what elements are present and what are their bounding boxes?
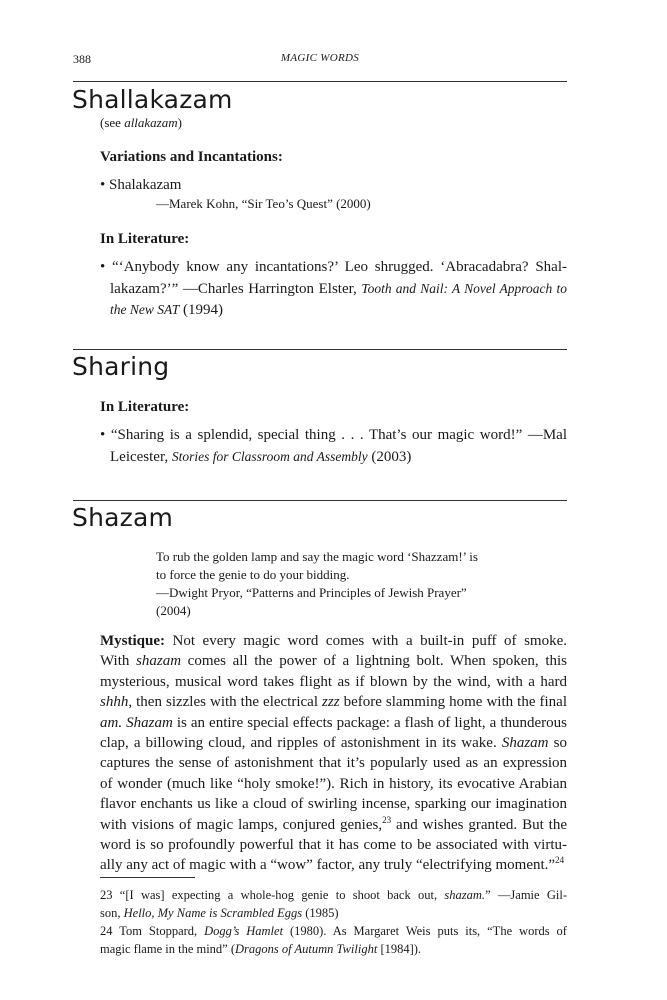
text-run: magic flame in the mind” ( — [100, 942, 236, 956]
italic-text: Shazam — [501, 734, 549, 751]
paragraph-line — [100, 753, 567, 773]
page-number: 388 — [73, 52, 91, 66]
mystique-label: Mystique: — [100, 633, 165, 649]
see-prefix: (see — [100, 115, 125, 130]
epigraph-line: (2004) — [156, 603, 191, 618]
section-rule — [73, 349, 567, 350]
section-rule — [73, 500, 567, 501]
literature-quote — [100, 425, 567, 467]
variation-item: • Shalakazam — [100, 177, 182, 193]
text-run: (1980). As Margaret Weis puts its, “The words of — [283, 924, 567, 938]
quote-text: lakazam?’” —Charles Harrington Elster, — [110, 281, 362, 297]
mystique-paragraph — [100, 631, 567, 876]
paragraph-line — [100, 733, 567, 753]
epigraph-line: to force the genie to do your bidding. — [156, 567, 350, 582]
paragraph-line — [100, 672, 567, 692]
text-run: 23 “[I was] expecting a whole-hog genie to shoot back out, — [100, 888, 445, 902]
book-title: the New SAT — [110, 302, 180, 317]
literature-label: In Literature: — [100, 399, 190, 415]
year: (1994) — [179, 302, 223, 318]
footnote-line — [100, 940, 567, 958]
author: Leicester, — [110, 449, 172, 465]
entry-headword-shallakazam: Shallakazam — [72, 85, 233, 114]
text-run: so — [548, 734, 567, 751]
paragraph-line — [100, 651, 567, 671]
paragraph-line — [100, 692, 567, 712]
text-run: of wonder (much like “holy smoke!”). Rich in history, its evocative Arabian — [100, 775, 567, 792]
section-rule — [73, 81, 567, 82]
entry-headword-sharing: Sharing — [72, 352, 170, 381]
italic-text: am. — [100, 714, 123, 731]
running-title: MAGIC WORDS — [280, 52, 360, 64]
epigraph — [156, 548, 496, 620]
quote-line — [100, 299, 567, 320]
quote-line — [100, 446, 567, 467]
text-run: clap, a billowing cloud, and ripples of astonishment in its wake. — [100, 734, 502, 751]
text-run: son, — [100, 906, 124, 920]
quote-line: • “‘Anybody know any incantations?’ Leo shrugged. ‘Abracadabra? Shal- — [100, 259, 567, 275]
text-run: and wishes granted. But the — [391, 816, 568, 833]
footnotes — [100, 886, 567, 958]
text-run: with visions of magic lamps, conjured genies, — [100, 816, 383, 833]
footnote-rule — [100, 877, 195, 878]
paragraph-line — [100, 835, 567, 855]
paragraph-line — [100, 774, 567, 794]
book-title: Tooth and Nail: A Novel Approach to — [361, 281, 567, 296]
text-run: (1985) — [302, 906, 339, 920]
text-run: mysterious, musical word takes flight as if blown by the wind, with a hard — [100, 673, 567, 690]
text-run: before slamming home with the final — [339, 694, 567, 711]
text-run: 24 Tom Stoppard, — [100, 924, 205, 938]
paragraph-line — [100, 794, 567, 814]
text-run: comes all the power of a lightning bolt. When spoken, this — [181, 653, 567, 670]
italic-text: shazam — [136, 653, 182, 670]
paragraph-line — [100, 713, 567, 733]
footnote-marker: 23 — [382, 814, 392, 825]
book-title: Stories for Classroom and Assembly — [171, 449, 368, 464]
entry-headword-shazam: Shazam — [72, 503, 174, 532]
text-run: , then sizzles with the electrical — [128, 694, 323, 711]
paragraph-line — [100, 855, 567, 875]
paragraph-line — [100, 815, 567, 835]
quote-line — [100, 278, 567, 299]
text-run: ” —Jamie Gil- — [485, 888, 567, 902]
text-run: word is so profoundly powerful that it has come to be associated with virtu- — [100, 836, 567, 853]
year: (2003) — [367, 449, 412, 465]
epigraph-line: —Dwight Pryor, “Patterns and Principles of Jewish Prayer” — [156, 585, 467, 600]
italic-text: Shazam — [126, 714, 173, 731]
italic-text: zzz — [322, 694, 340, 711]
paragraph-line — [100, 631, 567, 651]
running-head — [73, 52, 567, 72]
footnote-line — [100, 904, 567, 922]
italic-text: shhh — [100, 694, 129, 711]
literature-quote — [100, 257, 567, 320]
see-word: allakazam — [124, 115, 178, 130]
italic-text: Dragons of Autumn Twilight — [235, 942, 378, 956]
variation-source: —Marek Kohn, “Sir Teo’s Quest” (2000) — [156, 196, 371, 211]
cross-reference — [100, 113, 182, 133]
text-run: flavor enchants us like a cloud of swirling incense, sparking our imagination — [100, 796, 567, 813]
see-suffix: ) — [177, 115, 182, 130]
text-run: is an entire special effects package: a flash of light, a thunderous — [172, 714, 567, 731]
italic-text: Hello, My Name is Scrambled Eggs — [123, 906, 303, 920]
text-run: captures the sense of astonishment that it’s popularly used as an expression — [100, 755, 567, 772]
text-run: Not every magic word comes with a built-in puff of smoke. — [165, 633, 567, 649]
italic-text: Dogg’s Hamlet — [204, 924, 284, 938]
footnote-line — [100, 886, 567, 904]
italic-text: shazam. — [444, 888, 486, 902]
variations-label: Variations and Incantations: — [100, 149, 283, 165]
text-run: With — [100, 653, 137, 670]
text-run: [1984]). — [377, 942, 422, 956]
epigraph-line: To rub the golden lamp and say the magic word ‘Shazzam!’ is — [156, 549, 478, 564]
quote-line: • “Sharing is a splendid, special thing . . . That’s our magic word!” —Mal — [100, 427, 567, 443]
footnote-marker: 24 — [555, 855, 565, 866]
literature-label: In Literature: — [100, 231, 190, 247]
footnote-line — [100, 922, 567, 940]
text-run: ally any act of magic with a “wow” factor, any truly “electrifying moment.” — [100, 857, 556, 874]
